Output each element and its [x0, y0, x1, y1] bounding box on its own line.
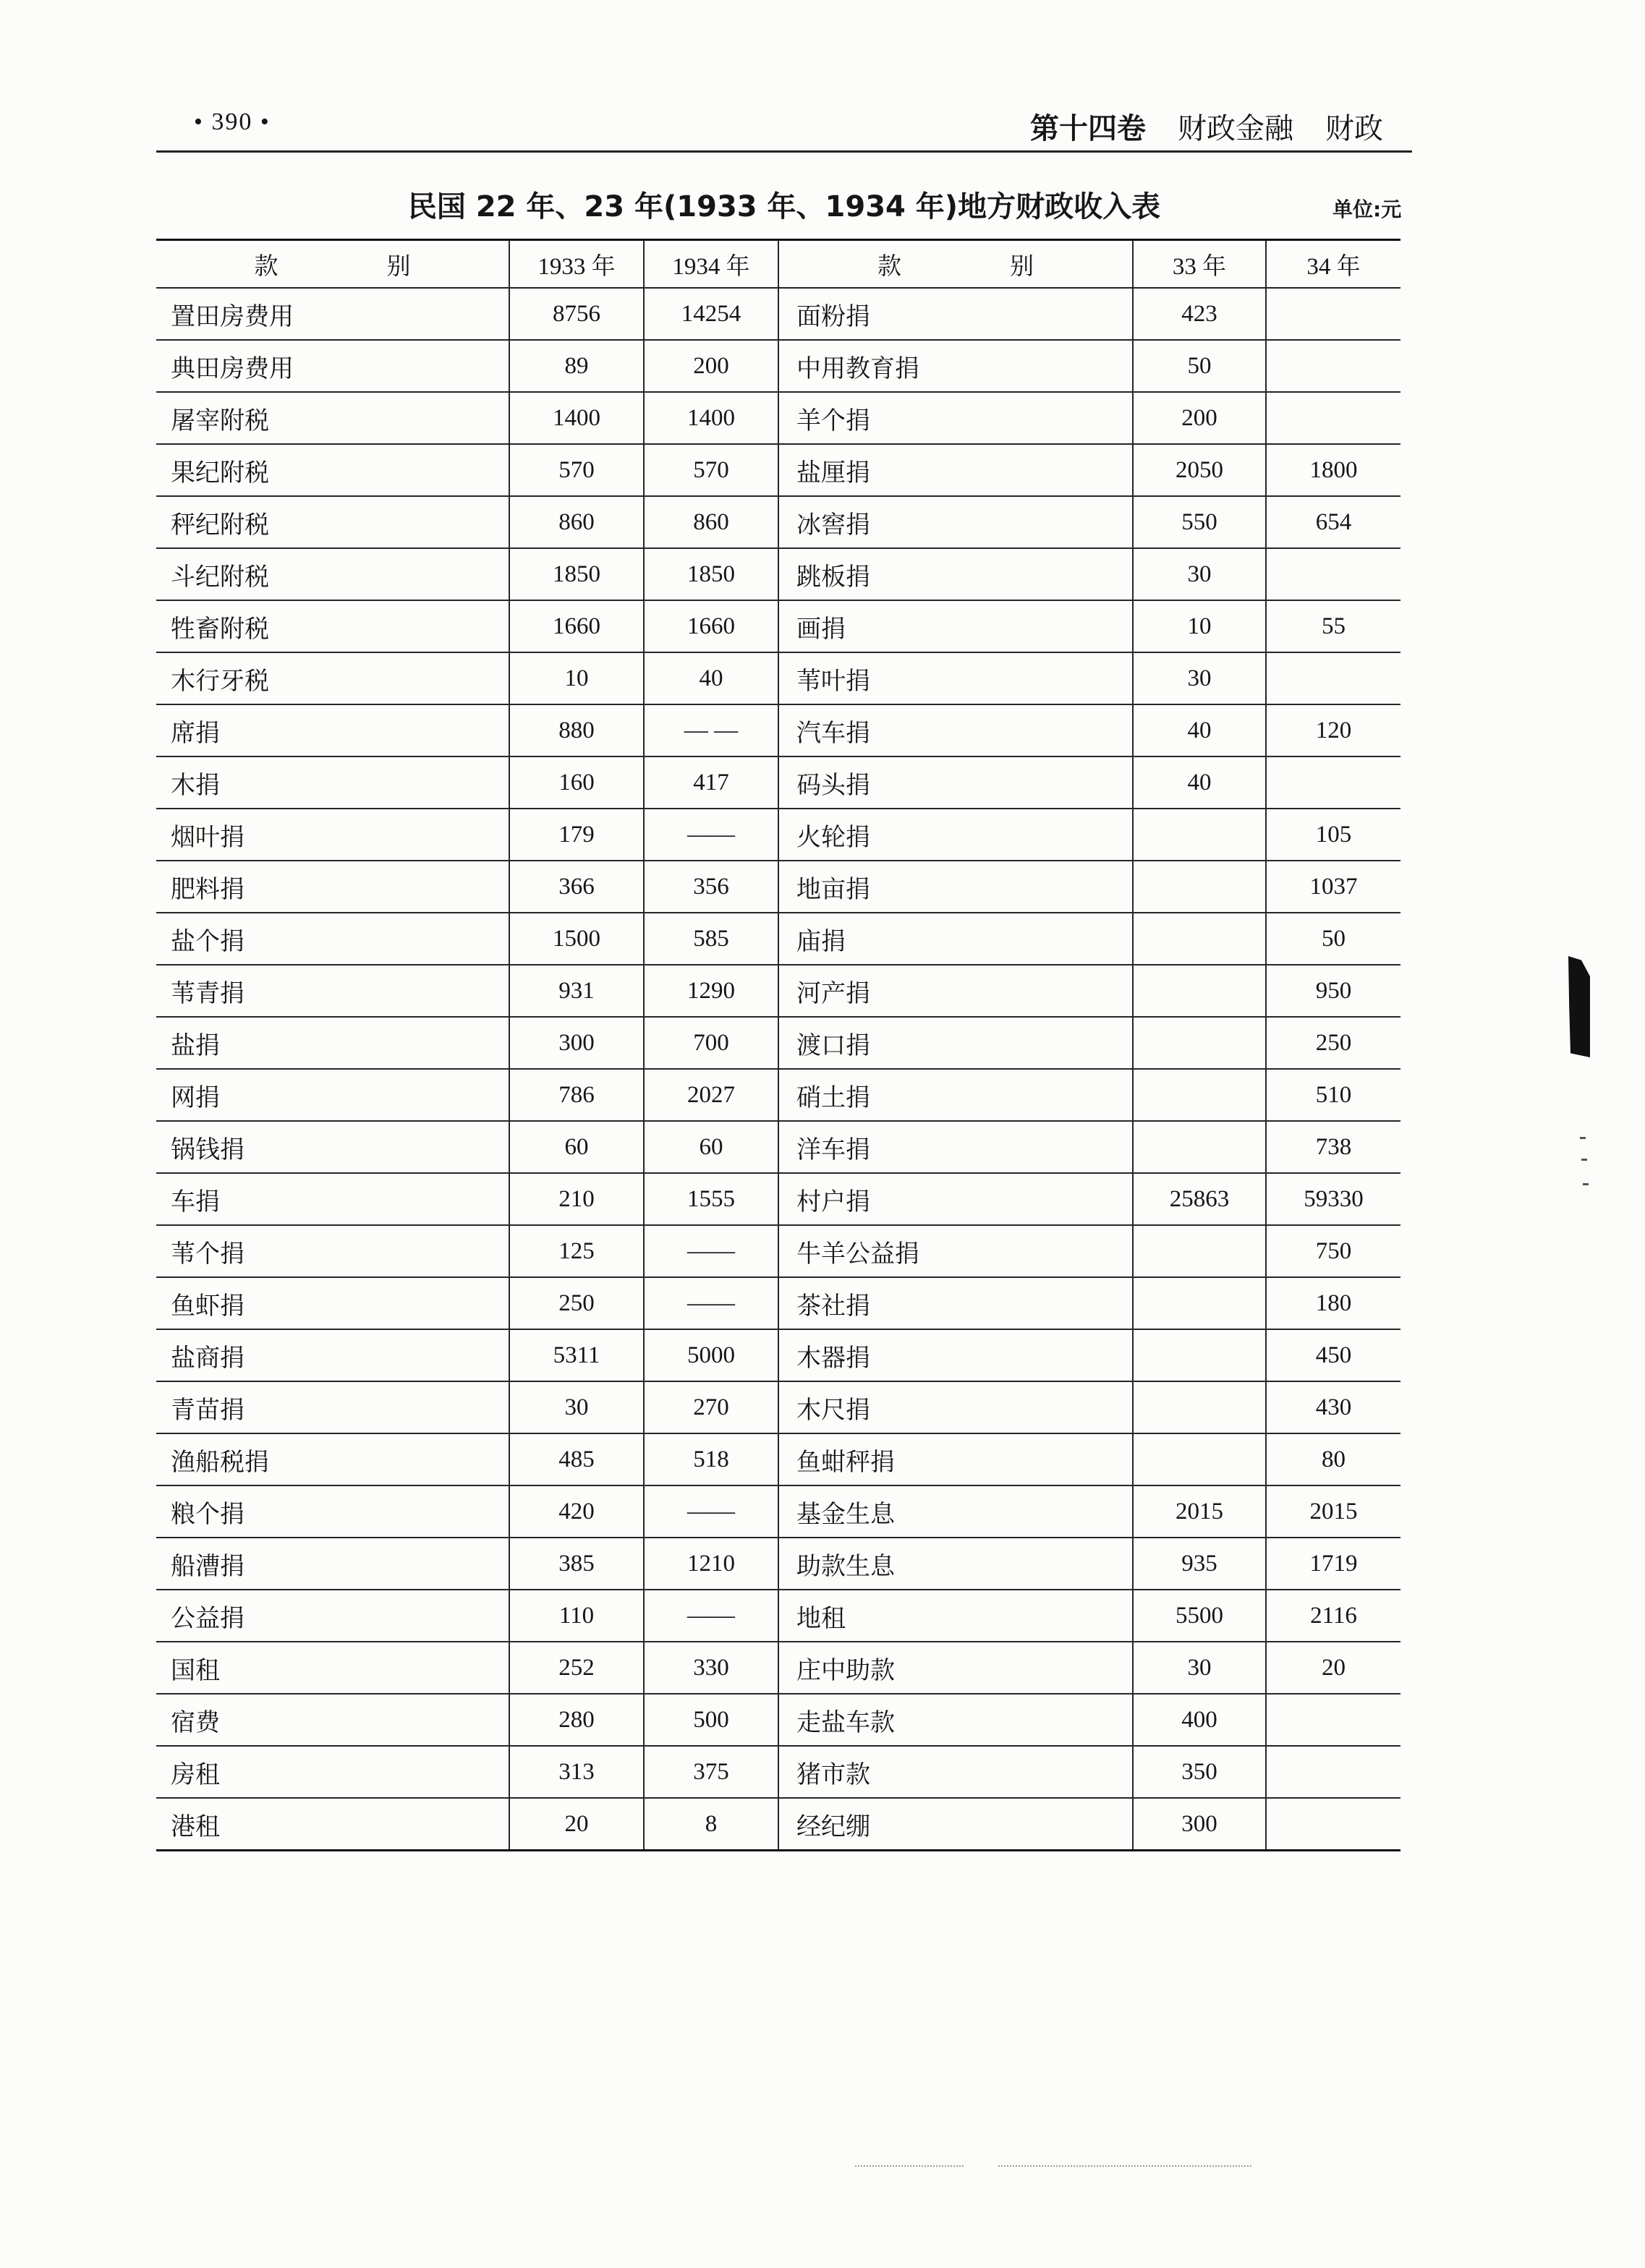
value-1933-cell: 1660: [509, 600, 644, 652]
scan-speck: [1580, 1137, 1586, 1139]
value-1934-cell: 518: [644, 1433, 778, 1485]
table-row: [156, 1485, 1400, 1538]
item-name-cell-right: 基金生息: [778, 1485, 1133, 1538]
value-33-cell: 10: [1133, 600, 1266, 652]
value-34-cell: 1719: [1266, 1538, 1400, 1590]
value-33-cell: 40: [1133, 756, 1266, 809]
value-34-cell: [1266, 392, 1400, 444]
value-1933-cell: 8756: [509, 288, 644, 340]
item-name-cell: 肥料捐: [156, 861, 509, 913]
item-name-cell-right: 鱼蚶秤捐: [778, 1433, 1133, 1485]
value-1933-cell: 252: [509, 1642, 644, 1694]
item-name-cell-right: 渡口捐: [778, 1017, 1133, 1069]
item-name-cell-right: 苇叶捐: [778, 652, 1133, 704]
value-34-cell: 120: [1266, 704, 1400, 756]
item-name-cell: 牲畜附税: [156, 600, 509, 652]
value-33-cell: [1133, 1329, 1266, 1381]
value-33-cell: [1133, 861, 1266, 913]
value-34-cell: 1800: [1266, 444, 1400, 496]
subcategory-label: 财政: [1325, 112, 1383, 145]
value-33-cell: [1133, 1433, 1266, 1485]
value-33-cell: 5500: [1133, 1590, 1266, 1642]
value-33-cell: 30: [1133, 548, 1266, 600]
value-1934-cell: 570: [644, 444, 778, 496]
value-1933-cell: 20: [509, 1798, 644, 1851]
table-row: [156, 1329, 1400, 1381]
item-name-cell: 苇个捐: [156, 1225, 509, 1277]
value-1934-cell: 200: [644, 340, 778, 392]
item-name-cell-right: 茶社捐: [778, 1277, 1133, 1329]
value-34-cell: [1266, 1746, 1400, 1798]
value-34-cell: [1266, 1798, 1400, 1851]
item-name-cell-right: 地租: [778, 1590, 1133, 1642]
value-34-cell: 654: [1266, 496, 1400, 548]
value-33-cell: [1133, 1225, 1266, 1277]
table-row: [156, 496, 1400, 548]
category-label: 财政金融: [1178, 112, 1293, 145]
value-33-cell: 935: [1133, 1538, 1266, 1590]
table-row: [156, 340, 1400, 392]
item-name-cell: 屠宰附税: [156, 392, 509, 444]
value-34-cell: 450: [1266, 1329, 1400, 1381]
value-34-cell: 55: [1266, 600, 1400, 652]
table-title: 民国 22 年、23 年(1933 年、1934 年)地方财政收入表: [407, 190, 1161, 223]
item-name-cell: 盐个捐: [156, 913, 509, 965]
value-1933-cell: 300: [509, 1017, 644, 1069]
value-33-cell: 300: [1133, 1798, 1266, 1851]
value-1933-cell: 860: [509, 496, 644, 548]
value-33-cell: 30: [1133, 652, 1266, 704]
item-name-cell: 粮个捐: [156, 1485, 509, 1538]
item-name-cell: 青苗捐: [156, 1381, 509, 1433]
header-rule: [156, 150, 1412, 153]
value-1933-cell: 385: [509, 1538, 644, 1590]
item-name-cell-right: 面粉捐: [778, 288, 1133, 340]
column-header-item-left: 款 别: [156, 240, 509, 289]
table-header-row: [156, 240, 1400, 289]
value-1934-cell: ——: [644, 1225, 778, 1277]
revenue-table: [156, 239, 1400, 1851]
table-row: [156, 288, 1400, 340]
table-row: [156, 548, 1400, 600]
table-row: [156, 809, 1400, 861]
value-1934-cell: ——: [644, 1485, 778, 1538]
table-row: [156, 1017, 1400, 1069]
value-1934-cell: 1210: [644, 1538, 778, 1590]
scan-mark: [1568, 956, 1590, 1057]
value-1933-cell: 210: [509, 1173, 644, 1225]
item-name-cell-right: 中用教育捐: [778, 340, 1133, 392]
value-1934-cell: 500: [644, 1694, 778, 1746]
table-row: [156, 1798, 1400, 1851]
item-name-cell-right: 庙捐: [778, 913, 1133, 965]
value-1933-cell: 179: [509, 809, 644, 861]
value-1933-cell: 250: [509, 1277, 644, 1329]
value-34-cell: 105: [1266, 809, 1400, 861]
value-1933-cell: 280: [509, 1694, 644, 1746]
value-34-cell: 80: [1266, 1433, 1400, 1485]
value-1934-cell: ——: [644, 809, 778, 861]
value-1934-cell: 356: [644, 861, 778, 913]
item-name-cell: 宿费: [156, 1694, 509, 1746]
value-33-cell: 400: [1133, 1694, 1266, 1746]
item-name-cell: 网捐: [156, 1069, 509, 1121]
value-1934-cell: 700: [644, 1017, 778, 1069]
item-name-cell: 锅钱捐: [156, 1121, 509, 1173]
value-1934-cell: 860: [644, 496, 778, 548]
scan-dotted-line: [998, 2165, 1251, 2167]
table-row: [156, 1538, 1400, 1590]
value-34-cell: 250: [1266, 1017, 1400, 1069]
value-34-cell: [1266, 340, 1400, 392]
item-name-cell-right: 庄中助款: [778, 1642, 1133, 1694]
item-name-cell: 秤纪附税: [156, 496, 509, 548]
item-name-cell: 房租: [156, 1746, 509, 1798]
item-name-cell: 车捐: [156, 1173, 509, 1225]
table-row: [156, 1590, 1400, 1642]
value-1933-cell: 60: [509, 1121, 644, 1173]
value-33-cell: 200: [1133, 392, 1266, 444]
value-1933-cell: 30: [509, 1381, 644, 1433]
scan-dotted-line: [855, 2165, 964, 2167]
table-row: [156, 600, 1400, 652]
table-row: [156, 1381, 1400, 1433]
value-34-cell: 180: [1266, 1277, 1400, 1329]
value-33-cell: [1133, 1017, 1266, 1069]
value-33-cell: [1133, 1381, 1266, 1433]
table-row: [156, 704, 1400, 756]
value-1934-cell: 1850: [644, 548, 778, 600]
item-name-cell-right: 汽车捐: [778, 704, 1133, 756]
value-33-cell: 40: [1133, 704, 1266, 756]
value-33-cell: 30: [1133, 1642, 1266, 1694]
value-1934-cell: 5000: [644, 1329, 778, 1381]
item-name-cell-right: 画捐: [778, 600, 1133, 652]
table-row: [156, 861, 1400, 913]
table-body: [156, 288, 1400, 1851]
value-34-cell: 950: [1266, 965, 1400, 1017]
column-header-item-right: 款 别: [778, 240, 1133, 289]
value-34-cell: 20: [1266, 1642, 1400, 1694]
value-34-cell: 750: [1266, 1225, 1400, 1277]
value-33-cell: [1133, 1277, 1266, 1329]
table-row: [156, 1277, 1400, 1329]
value-34-cell: [1266, 756, 1400, 809]
item-name-cell-right: 地亩捐: [778, 861, 1133, 913]
item-name-cell-right: 走盐车款: [778, 1694, 1133, 1746]
value-1934-cell: 8: [644, 1798, 778, 1851]
value-1933-cell: 420: [509, 1485, 644, 1538]
item-name-cell: 港租: [156, 1798, 509, 1851]
table-row: [156, 1069, 1400, 1121]
value-1934-cell: 1555: [644, 1173, 778, 1225]
value-1933-cell: 485: [509, 1433, 644, 1485]
value-34-cell: 2015: [1266, 1485, 1400, 1538]
value-1934-cell: 14254: [644, 288, 778, 340]
item-name-cell: 船漕捐: [156, 1538, 509, 1590]
item-name-cell: 置田房费用: [156, 288, 509, 340]
table-row: [156, 965, 1400, 1017]
item-name-cell-right: 羊个捐: [778, 392, 1133, 444]
column-header-33: 33 年: [1133, 240, 1266, 289]
item-name-cell: 盐商捐: [156, 1329, 509, 1381]
value-1934-cell: 330: [644, 1642, 778, 1694]
item-name-cell-right: 河产捐: [778, 965, 1133, 1017]
value-34-cell: 59330: [1266, 1173, 1400, 1225]
item-name-cell-right: 村户捐: [778, 1173, 1133, 1225]
value-1934-cell: 375: [644, 1746, 778, 1798]
value-33-cell: 550: [1133, 496, 1266, 548]
value-34-cell: [1266, 1694, 1400, 1746]
table-row: [156, 1746, 1400, 1798]
value-33-cell: [1133, 809, 1266, 861]
table-row: [156, 392, 1400, 444]
value-1933-cell: 366: [509, 861, 644, 913]
table-row: [156, 1173, 1400, 1225]
column-header-1933: 1933 年: [509, 240, 644, 289]
item-name-cell-right: 盐厘捐: [778, 444, 1133, 496]
item-name-cell-right: 经纪绷: [778, 1798, 1133, 1851]
value-1933-cell: 160: [509, 756, 644, 809]
running-head: [1030, 106, 1383, 147]
value-1934-cell: 60: [644, 1121, 778, 1173]
value-1933-cell: 1500: [509, 913, 644, 965]
value-34-cell: 2116: [1266, 1590, 1400, 1642]
item-name-cell-right: 洋车捐: [778, 1121, 1133, 1173]
item-name-cell-right: 跳板捐: [778, 548, 1133, 600]
item-name-cell: 木行牙税: [156, 652, 509, 704]
value-1933-cell: 931: [509, 965, 644, 1017]
table-row: [156, 652, 1400, 704]
value-1933-cell: 110: [509, 1590, 644, 1642]
value-1934-cell: 1400: [644, 392, 778, 444]
page-number: • 390 •: [194, 108, 271, 135]
value-1934-cell: 585: [644, 913, 778, 965]
item-name-cell: 盐捐: [156, 1017, 509, 1069]
value-33-cell: [1133, 1121, 1266, 1173]
table-row: [156, 444, 1400, 496]
item-name-cell-right: 助款生息: [778, 1538, 1133, 1590]
value-1933-cell: 1850: [509, 548, 644, 600]
item-name-cell-right: 木尺捐: [778, 1381, 1133, 1433]
item-name-cell: 果纪附税: [156, 444, 509, 496]
item-name-cell: 典田房费用: [156, 340, 509, 392]
item-name-cell: 斗纪附税: [156, 548, 509, 600]
value-33-cell: 50: [1133, 340, 1266, 392]
value-1933-cell: 89: [509, 340, 644, 392]
value-1934-cell: 2027: [644, 1069, 778, 1121]
value-1933-cell: 570: [509, 444, 644, 496]
value-34-cell: 50: [1266, 913, 1400, 965]
item-name-cell: 鱼虾捐: [156, 1277, 509, 1329]
item-name-cell-right: 猪市款: [778, 1746, 1133, 1798]
item-name-cell: 国租: [156, 1642, 509, 1694]
value-33-cell: 2050: [1133, 444, 1266, 496]
table-row: [156, 1121, 1400, 1173]
value-34-cell: 738: [1266, 1121, 1400, 1173]
table-row: [156, 1642, 1400, 1694]
item-name-cell: 公益捐: [156, 1590, 509, 1642]
column-header-1934: 1934 年: [644, 240, 778, 289]
item-name-cell-right: 码头捐: [778, 756, 1133, 809]
value-1933-cell: 125: [509, 1225, 644, 1277]
value-1934-cell: 1290: [644, 965, 778, 1017]
value-1933-cell: 1400: [509, 392, 644, 444]
value-1934-cell: 40: [644, 652, 778, 704]
value-33-cell: 423: [1133, 288, 1266, 340]
item-name-cell-right: 木器捐: [778, 1329, 1133, 1381]
item-name-cell: 渔船税捐: [156, 1433, 509, 1485]
scan-speck: [1581, 1159, 1587, 1161]
table-row: [156, 1225, 1400, 1277]
value-34-cell: 510: [1266, 1069, 1400, 1121]
value-33-cell: 2015: [1133, 1485, 1266, 1538]
scan-speck: [1583, 1183, 1589, 1185]
item-name-cell: 苇青捐: [156, 965, 509, 1017]
column-header-34: 34 年: [1266, 240, 1400, 289]
value-34-cell: 1037: [1266, 861, 1400, 913]
value-1934-cell: 417: [644, 756, 778, 809]
volume-label: 第十四卷: [1030, 112, 1146, 145]
item-name-cell-right: 冰窖捐: [778, 496, 1133, 548]
item-name-cell-right: 牛羊公益捐: [778, 1225, 1133, 1277]
value-1934-cell: ——: [644, 1277, 778, 1329]
table-row: [156, 756, 1400, 809]
value-33-cell: 350: [1133, 1746, 1266, 1798]
item-name-cell-right: 火轮捐: [778, 809, 1133, 861]
value-1934-cell: 270: [644, 1381, 778, 1433]
value-33-cell: [1133, 1069, 1266, 1121]
value-33-cell: [1133, 913, 1266, 965]
table-row: [156, 1433, 1400, 1485]
value-34-cell: [1266, 548, 1400, 600]
value-1933-cell: 5311: [509, 1329, 644, 1381]
value-1933-cell: 786: [509, 1069, 644, 1121]
unit-label: 单位:元: [1332, 197, 1402, 221]
item-name-cell: 席捐: [156, 704, 509, 756]
value-1934-cell: — —: [644, 704, 778, 756]
value-1934-cell: ——: [644, 1590, 778, 1642]
value-34-cell: [1266, 652, 1400, 704]
value-1933-cell: 10: [509, 652, 644, 704]
table-row: [156, 1694, 1400, 1746]
value-33-cell: [1133, 965, 1266, 1017]
value-1933-cell: 313: [509, 1746, 644, 1798]
value-1933-cell: 880: [509, 704, 644, 756]
value-34-cell: 430: [1266, 1381, 1400, 1433]
value-34-cell: [1266, 288, 1400, 340]
table-row: [156, 913, 1400, 965]
item-name-cell: 木捐: [156, 756, 509, 809]
item-name-cell-right: 硝土捐: [778, 1069, 1133, 1121]
item-name-cell: 烟叶捐: [156, 809, 509, 861]
value-33-cell: 25863: [1133, 1173, 1266, 1225]
value-1934-cell: 1660: [644, 600, 778, 652]
